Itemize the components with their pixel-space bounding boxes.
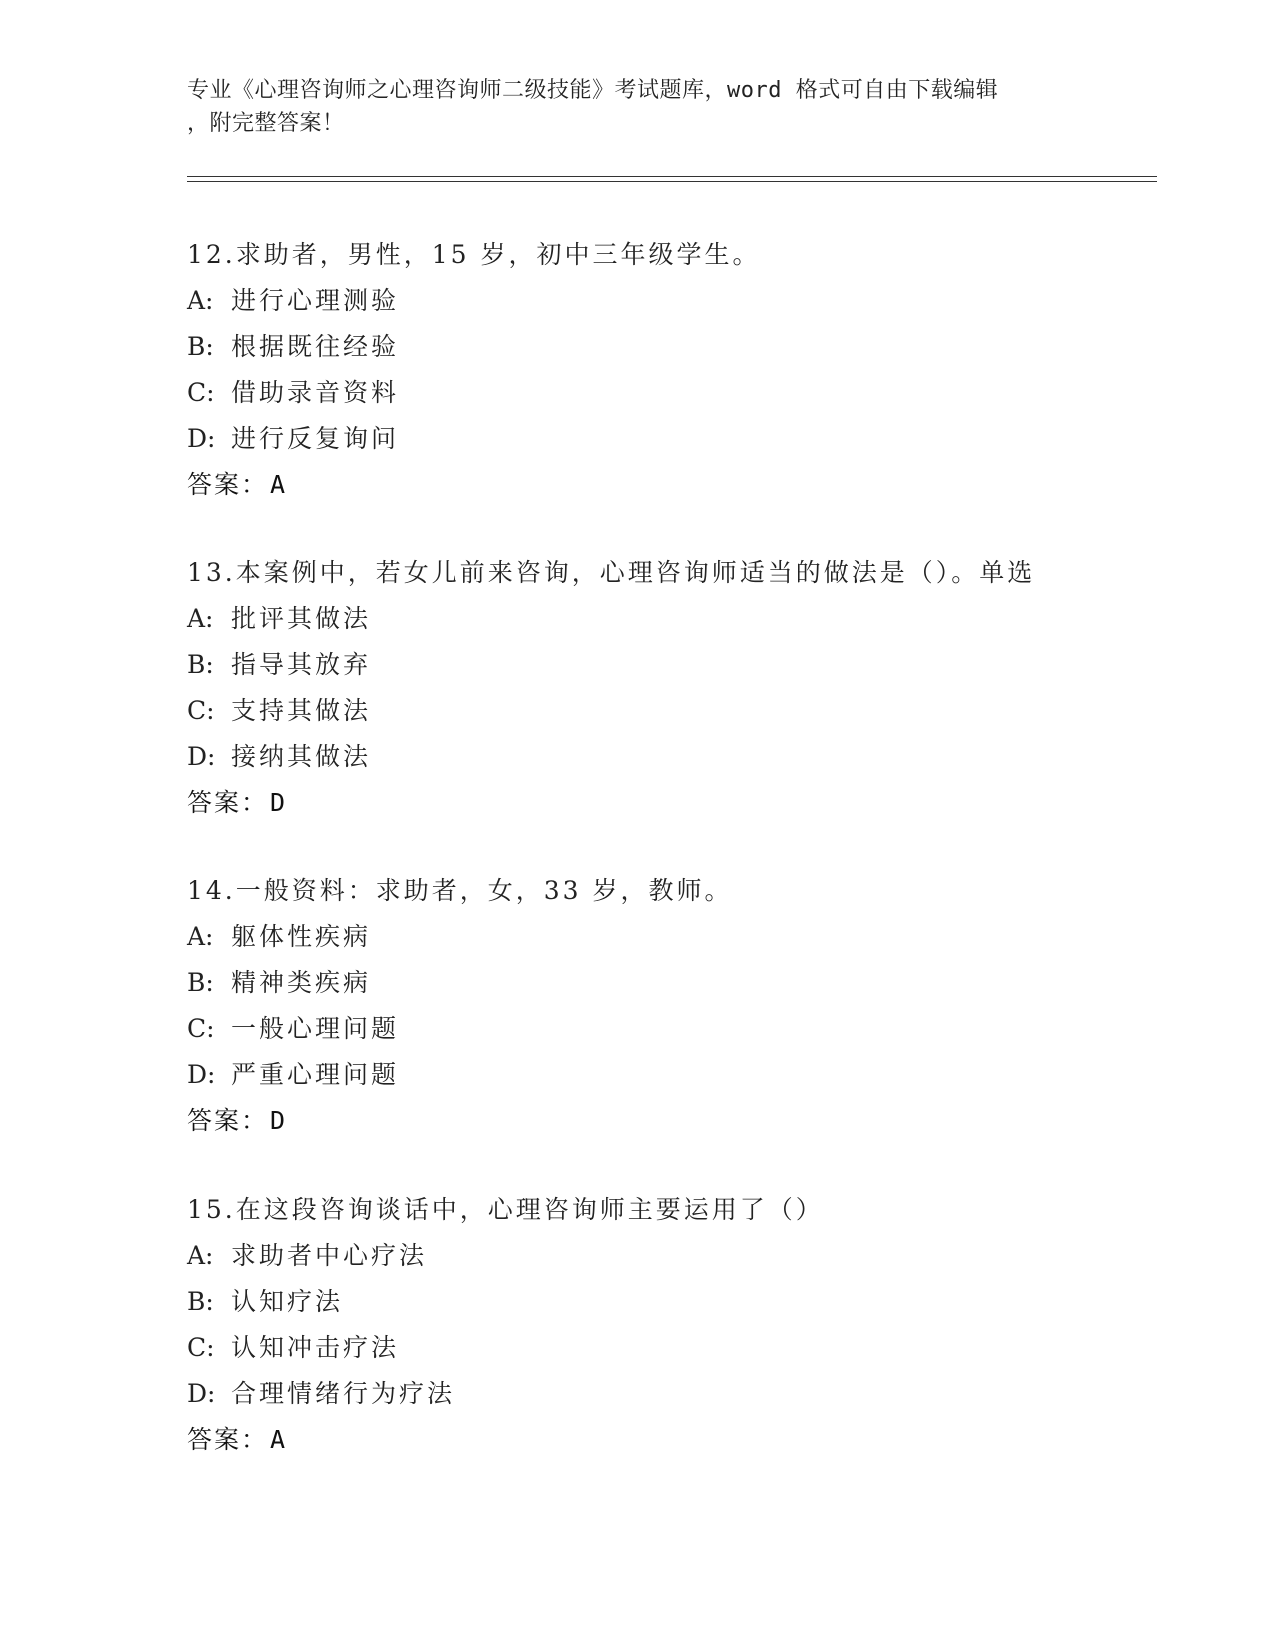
- option-text: 借助录音资料: [231, 378, 400, 407]
- answer-label: 答案：: [187, 788, 269, 817]
- option-letter: A:: [187, 604, 214, 633]
- option-text: 根据既往经验: [231, 332, 400, 361]
- answer-value: D: [270, 1106, 286, 1135]
- question-stem: 14.一般资料：求助者，女，33 岁，教师。: [187, 876, 733, 905]
- question-14: [187, 876, 1087, 1152]
- option-b: [187, 1287, 1087, 1333]
- option-letter: A:: [187, 922, 214, 951]
- option-text: 进行心理测验: [231, 286, 400, 315]
- option-c: [187, 1333, 1087, 1379]
- header-divider-top: [187, 176, 1157, 177]
- option-text: 求助者中心疗法: [231, 1241, 428, 1270]
- header-line-1: 专业《心理咨询师之心理咨询师二级技能》考试题库，word 格式可自由下载编辑: [187, 78, 999, 103]
- option-text: 认知疗法: [231, 1287, 344, 1316]
- option-letter: C:: [187, 1333, 215, 1362]
- option-text: 严重心理问题: [231, 1060, 400, 1089]
- answer-label: 答案：: [187, 1106, 269, 1135]
- option-letter: D:: [187, 424, 216, 453]
- question-stem: 12.求助者，男性，15 岁，初中三年级学生。: [187, 240, 761, 269]
- option-letter: D:: [187, 742, 216, 771]
- option-letter: D:: [187, 1060, 216, 1089]
- option-d: [187, 742, 1087, 788]
- option-letter: B:: [187, 1287, 214, 1316]
- answer-value: A: [270, 1425, 286, 1454]
- question-stem: 13.本案例中，若女儿前来咨询，心理咨询师适当的做法是（）。单选: [187, 558, 1036, 587]
- option-d: [187, 1379, 1087, 1425]
- answer-line: [187, 1425, 1087, 1471]
- option-letter: C:: [187, 1014, 215, 1043]
- option-a: [187, 1241, 1087, 1287]
- answer-label: 答案：: [187, 470, 269, 499]
- answer-line: [187, 1106, 1087, 1152]
- option-text: 合理情绪行为疗法: [231, 1379, 456, 1408]
- option-text: 认知冲击疗法: [231, 1333, 400, 1362]
- answer-line: [187, 470, 1087, 516]
- option-c: [187, 378, 1087, 424]
- option-c: [187, 1014, 1087, 1060]
- option-text: 躯体性疾病: [231, 922, 372, 951]
- answer-label: 答案：: [187, 1425, 269, 1454]
- question-15: [187, 1195, 1087, 1471]
- option-a: [187, 286, 1087, 332]
- option-b: [187, 968, 1087, 1014]
- option-letter: B:: [187, 650, 214, 679]
- option-text: 进行反复询问: [231, 424, 400, 453]
- option-letter: C:: [187, 696, 215, 725]
- answer-value: A: [270, 470, 286, 499]
- option-text: 批评其做法: [231, 604, 372, 633]
- option-b: [187, 332, 1087, 378]
- option-letter: A:: [187, 286, 214, 315]
- question-12: [187, 240, 1087, 516]
- option-text: 支持其做法: [231, 696, 372, 725]
- option-text: 精神类疾病: [231, 968, 372, 997]
- option-letter: D:: [187, 1379, 216, 1408]
- option-b: [187, 650, 1087, 696]
- option-d: [187, 1060, 1087, 1106]
- option-letter: B:: [187, 968, 214, 997]
- option-letter: C:: [187, 378, 215, 407]
- option-letter: B:: [187, 332, 214, 361]
- option-c: [187, 696, 1087, 742]
- question-stem: 15.在这段咨询谈话中，心理咨询师主要运用了（）: [187, 1195, 824, 1224]
- option-text: 指导其放弃: [231, 650, 372, 679]
- header-divider-bottom: [187, 181, 1157, 182]
- option-text: 一般心理问题: [231, 1014, 400, 1043]
- option-a: [187, 922, 1087, 968]
- header-line-2: ，附完整答案！: [187, 111, 345, 136]
- option-d: [187, 424, 1087, 470]
- question-13: [187, 558, 1087, 834]
- answer-value: D: [270, 788, 286, 817]
- option-a: [187, 604, 1087, 650]
- answer-line: [187, 788, 1087, 834]
- option-text: 接纳其做法: [231, 742, 372, 771]
- document-header-note: [187, 74, 1067, 140]
- option-letter: A:: [187, 1241, 214, 1270]
